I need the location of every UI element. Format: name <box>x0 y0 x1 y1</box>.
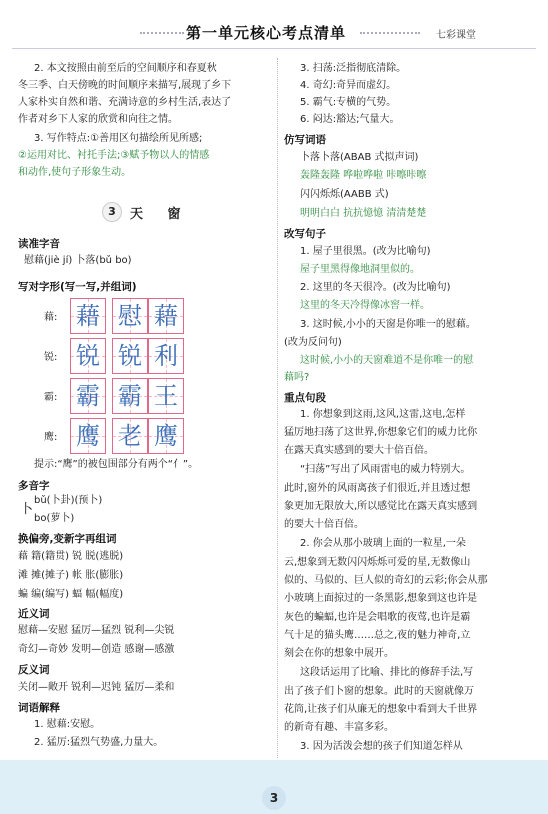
section-heading-polyphone: 多音字 <box>18 480 50 492</box>
rewrite-answer: 藉吗? <box>284 372 310 383</box>
column-divider <box>277 58 278 758</box>
char-grid-cell: 藉 <box>148 298 184 334</box>
key-line: 这段话运用了比喻、排比的修辞手法,写 <box>300 667 474 678</box>
intro-line: ②运用对比、衬托手法;③赋予物以人的情感 <box>18 150 210 161</box>
key-line: 似的、马似的、巨人似的奇幻的云彩;你会从那 <box>284 575 488 586</box>
key-line: 此时,窗外的风雨离孩子们很近,并且透过想 <box>284 483 471 494</box>
imitate-line: 闪闪烁烁(AABB 式) <box>300 189 389 200</box>
polyphone-reading: bǔ(卜卦)(预卜) <box>34 495 103 506</box>
section-heading-synonyms: 近义词 <box>18 608 50 620</box>
char-grid-cell: 锐 <box>112 338 148 374</box>
section-heading-rewrite: 改写句子 <box>284 228 326 240</box>
intro-line: 人家朴实自然和谐、充满诗意的乡村生活,表达了 <box>18 97 232 108</box>
hint-text: 提示:“鹰”的被包围部分有两个“亻”。 <box>34 459 199 470</box>
lesson-number: 3 <box>102 202 122 222</box>
pinyin-line: 慰藉(jiè jí) 卜落(bǔ bo) <box>24 255 132 266</box>
key-line: 的新奇有趣、丰富多彩。 <box>284 722 394 733</box>
key-line: 象更加无限放大,所以感觉比在露天真实感到 <box>284 501 478 512</box>
page-title: 第一单元核心考点清单 <box>186 24 347 42</box>
char-grid-cell: 老 <box>112 418 148 454</box>
intro-line: 和动作,使句子形象生动。 <box>18 167 132 178</box>
page-number: 3 <box>262 786 286 810</box>
key-line: 3. 因为活泼会想的孩子们知道怎样从 <box>300 741 463 752</box>
writing-label: 锐: <box>44 352 58 363</box>
writing-label: 藉: <box>44 312 58 323</box>
key-line: 2. 你会从那小玻璃上面的一粒星,一朵 <box>300 538 466 549</box>
key-line: 气十足的猫头鹰……总之,夜的魅力神奇,立 <box>284 630 471 641</box>
header-decoration-left <box>140 32 184 34</box>
lesson-title: 天 窗 <box>130 207 191 222</box>
rewrite-answer: 这时候,小小的天窗难道不是你唯一的慰 <box>300 355 474 366</box>
explanation-line: 4. 奇幻:奇异而虚幻。 <box>300 80 397 91</box>
synonym-row: 慰藉—安慰 猛厉—猛烈 锐利—尖锐 <box>18 625 175 636</box>
radical-row: 滩 摊(摊子) 帐 胀(膨胀) <box>18 570 124 581</box>
key-line: 猛厉地扫荡了这世界,你想象它们的威力比你 <box>284 427 478 438</box>
explanation-line: 2. 猛厉:猛烈气势盛,力量大。 <box>34 737 164 748</box>
polyphone-char: 卜 <box>20 502 34 517</box>
rewrite-line: 3. 这时候,小小的天窗是你唯一的慰藉。 <box>300 319 476 330</box>
char-grid-cell: 霸 <box>112 378 148 414</box>
char-grid-cell: 鹰 <box>148 418 184 454</box>
key-line: 云,想象到无数闪闪烁烁可爱的星,无数像山 <box>284 557 471 568</box>
key-line: 1. 你想象到这雨,这风,这雷,这电,怎样 <box>300 409 466 420</box>
key-line: 出了孩子们卜窗的想象。此时的天窗就像万 <box>284 686 474 697</box>
explanation-line: 3. 扫荡:泛指彻底清除。 <box>300 63 407 74</box>
char-grid-cell: 藉 <box>70 298 106 334</box>
intro-line: 3. 写作特点:①善用区句描绘所见所感; <box>34 133 203 144</box>
section-heading-antonyms: 反义词 <box>18 664 50 676</box>
key-line: 的要大十倍百倍。 <box>284 519 364 530</box>
section-heading-imitate: 仿写词语 <box>284 134 326 146</box>
section-heading-writing: 写对字形(写一写,并组词) <box>18 281 137 293</box>
polyphone-reading: bo(萝卜) <box>34 513 75 524</box>
header-rule <box>12 48 536 49</box>
key-line: 灰色的蝙蝠,也许是会唱歌的夜莺,也许是霸 <box>284 612 471 623</box>
synonym-row: 奇幻—奇妙 发明—创造 感谢—感激 <box>18 644 175 655</box>
char-grid-cell: 慰 <box>112 298 148 334</box>
key-line: 花筒,让孩子们从廉无的想象中看到大千世界 <box>284 704 478 715</box>
rewrite-answer: 屋子里黑得像地洞里似的。 <box>300 264 420 275</box>
rewrite-line: 1. 屋子里很黑。(改为比喻句) <box>300 246 431 257</box>
section-heading-explanation: 词语解释 <box>18 702 60 714</box>
explanation-line: 1. 慰藉:安慰。 <box>34 719 101 730</box>
char-grid-cell: 鹰 <box>70 418 106 454</box>
rewrite-answer: 这里的冬天冷得像冰窖一样。 <box>300 300 430 311</box>
char-grid-cell: 霸 <box>70 378 106 414</box>
intro-line: 作者对乡下人家的欣赏和向往之情。 <box>18 114 178 125</box>
section-heading-key-passages: 重点句段 <box>284 392 326 404</box>
char-grid-cell: 利 <box>148 338 184 374</box>
writing-label: 霸: <box>44 392 58 403</box>
explanation-line: 6. 闷达:豁达;气量大。 <box>300 114 400 125</box>
antonym-row: 关闭—敞开 锐利—迟钝 猛厉—柔和 <box>18 682 175 693</box>
radical-row: 藉 籍(籍贯) 锐 脱(逃脱) <box>18 551 124 562</box>
intro-line: 冬三季、白天傍晚的时间顺序来描写,展现了乡下 <box>18 80 232 91</box>
char-grid-cell: 锐 <box>70 338 106 374</box>
key-line: “扫荡”写出了风雨雷电的威力特别大。 <box>300 464 471 475</box>
rewrite-line: (改为反问句) <box>284 337 342 348</box>
imitate-line: 卜落卜落(ABAB 式拟声词) <box>300 152 419 163</box>
header-decoration-right <box>360 32 420 34</box>
key-line: 小玻璃上面掠过的一条黑影,想象到这也许是 <box>284 593 478 604</box>
imitate-line: 轰隆轰隆 哗啦哗啦 咔嚓咔嚓 <box>300 170 427 181</box>
intro-line: 2. 本文按照由前至后的空间顺序和春夏秋 <box>34 63 217 74</box>
brand-label: 七彩课堂 <box>436 30 476 41</box>
imitate-line: 明明白白 抗抗憶憶 清清楚楚 <box>300 208 427 219</box>
char-grid-cell: 王 <box>148 378 184 414</box>
explanation-line: 5. 霸气:专横的气势。 <box>300 97 397 108</box>
key-line: 在露天真实感到的要大十倍百倍。 <box>284 445 434 456</box>
section-heading-pinyin: 读准字音 <box>18 238 60 250</box>
rewrite-line: 2. 这里的冬天很冷。(改为比喻句) <box>300 282 451 293</box>
section-heading-radical: 换偏旁,变新字再组词 <box>18 533 117 545</box>
radical-row: 蝙 编(编写) 蝠 幅(幅度) <box>18 589 124 600</box>
key-line: 刻会在你的想象中展开。 <box>284 648 394 659</box>
writing-label: 鹰: <box>44 432 58 443</box>
